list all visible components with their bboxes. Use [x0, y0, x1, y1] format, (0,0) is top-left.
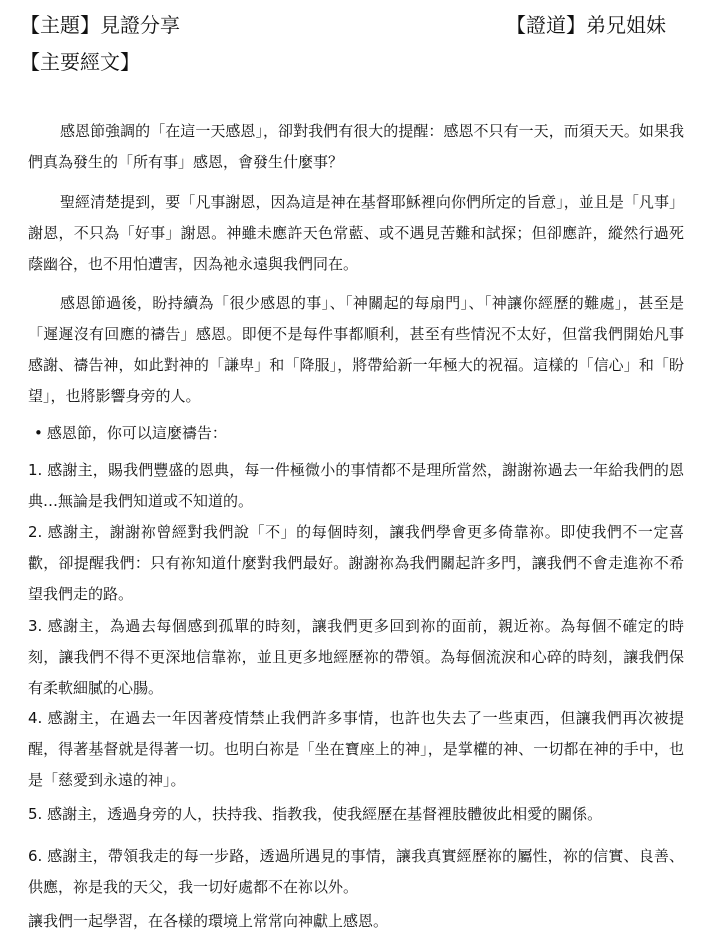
prayer-intro-text: 感恩節，你可以這麼禱告：	[46, 424, 227, 442]
bullet-dot: •	[34, 424, 43, 442]
prayer-item-1: 1. 感謝主，賜我們豐盛的恩典，每一件極微小的事情都不是理所當然，謝謝祢過去一年給我們的恩典…無論是我們知道或不知道的。	[28, 461, 684, 510]
prayer-item-3: 3. 感謝主，為過去每個感到孤單的時刻，讓我們更多回到祢的面前，親近祢。為每個不確定的時刻，讓我們不得不更深地信靠祢，並且更多地經歷祢的帶領。為每個流淚和心碎的時刻，讓我們保有柔軟細膩的心腸。	[28, 617, 684, 697]
prayer-item-6: 6. 感謝主，帶領我走的每一步路，透過所遇見的事情，讓我真實經歷祢的屬性，祢的信實、良善、供應，祢是我的天父，我一切好處都不在祢以外。	[28, 847, 684, 896]
prayer-item-4: 4. 感謝主，在過去一年因著疫情禁止我們許多事情，也許也失去了一些東西，但讓我們再次被提醒，得著基督就是得著一切。也明白祢是「坐在寶座上的神」，是掌權的神、一切都在神的手中，也是「慈愛到永遠的神」。	[28, 709, 684, 789]
prayer-intro	[34, 419, 227, 447]
prayer-item-2: 2. 感謝主，謝謝祢曾經對我們說「不」的每個時刻，讓我們學會更多倚靠祢。即使我們不一定喜歡，卻提醒我們：只有祢知道什麼對我們最好。謝謝祢為我們關起許多門，讓我們不會走進祢不希望我們走的路。	[28, 523, 684, 603]
paragraph-thanksgiving-emphasis: 感恩節強調的「在這一天感恩」，卻對我們有很大的提醒：感恩不只有一天，而須天天。如果我們真為發生的「所有事」感恩，會發生什麼事？	[28, 122, 684, 171]
prayer-item-5: 5. 感謝主，透過身旁的人，扶持我、指教我，使我經歷在基督裡肢體彼此相愛的關係。	[28, 805, 603, 823]
scripture-heading: 【主要經文】	[20, 50, 140, 74]
closing-line: 讓我們一起學習，在各樣的環境上常常向神獻上感恩。	[28, 912, 389, 930]
topic-heading: 【主題】見證分享	[20, 13, 180, 37]
paragraph-bible-teaching: 聖經清楚提到，要「凡事謝恩，因為這是神在基督耶穌裡向你們所定的旨意」，並且是「凡事」謝恩，不只為「好事」謝恩。神雖未應許天色常藍、或不遇見苦難和試探；但卻應許，縱然行過死蔭幽谷，也不用怕遭害，因為祂永遠與我們同在。	[28, 193, 684, 273]
testifier-heading: 【證道】弟兄姐妹	[506, 13, 666, 37]
paragraph-after-thanksgiving: 感恩節過後，盼持續為「很少感恩的事」、「神關起的每扇門」、「神讓你經歷的難處」，甚至是「遲遲沒有回應的禱告」感恩。即便不是每件事都順利，甚至有些情況不太好，但當我們開始凡事感謝、禱告神，如此對神的「謙卑」和「降服」，將帶給新一年極大的祝福。這樣的「信心」和「盼望」，也將影響身旁的人。	[28, 294, 684, 405]
